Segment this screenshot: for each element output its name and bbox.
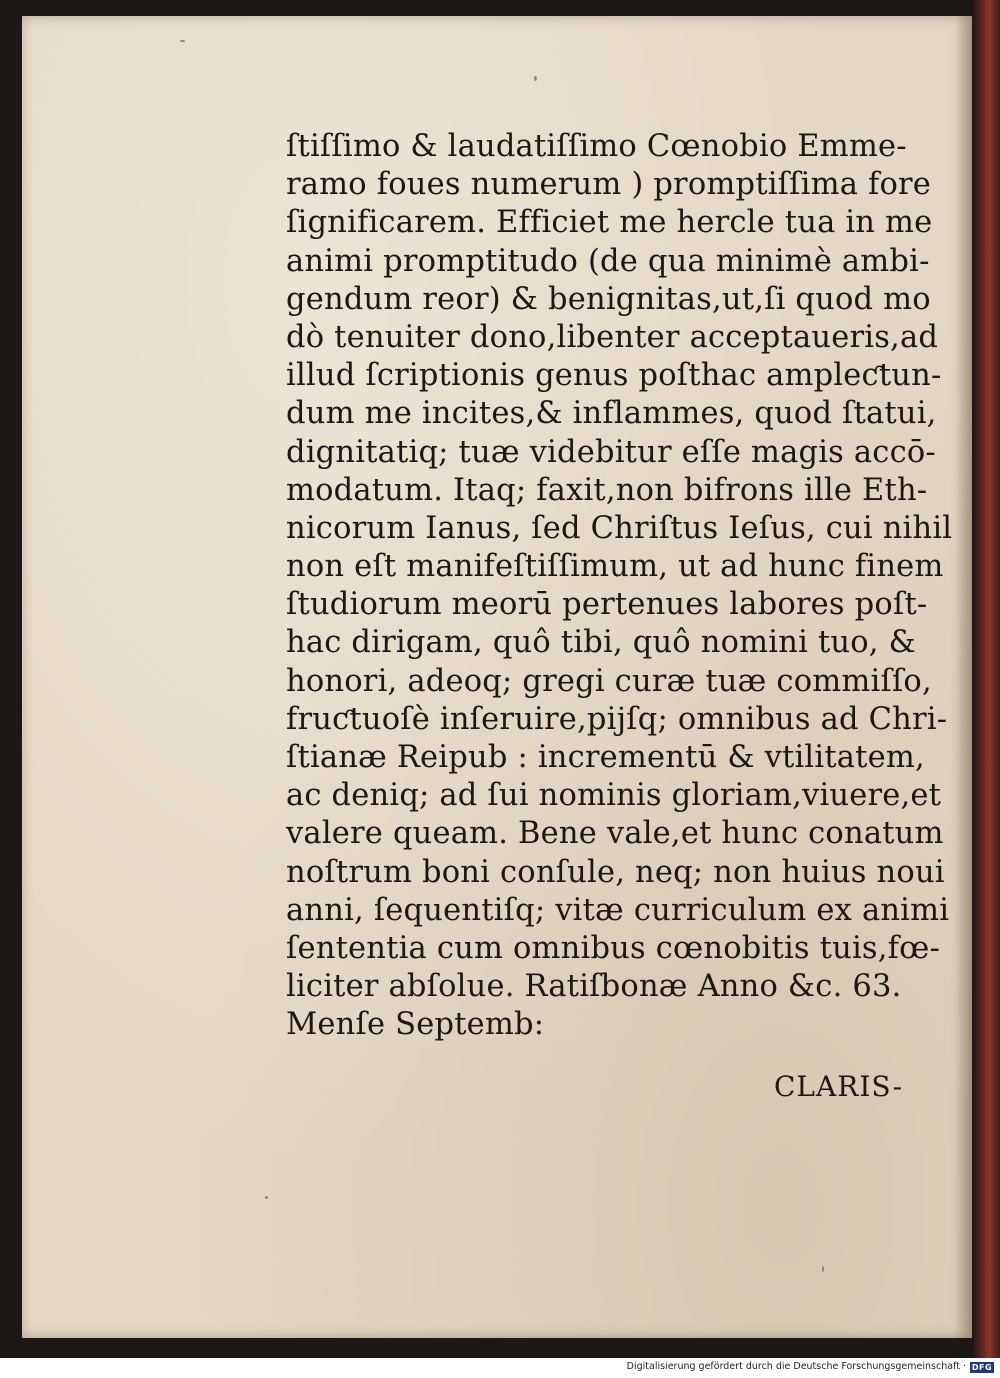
- text-line: anni, ſequentiſq; vitæ curriculum ex animi: [286, 892, 950, 928]
- text-line: nicorum Ianus, ſed Chriſtus Ieſus, cui nihil: [286, 510, 953, 546]
- text-line: ſignificarem. Efficiet me hercle tua in me: [286, 205, 933, 241]
- footer: [0, 1358, 1000, 1378]
- text-line: ſtudiorum meorū pertenues labores poſt-: [286, 587, 928, 623]
- paper-speck: [180, 40, 185, 42]
- text-line: gendum reor) & benignitas,ut,ſi quod mo: [286, 281, 931, 317]
- book-page: [22, 16, 972, 1338]
- text-line: fruƈtuoſè inſeruire,pijſq; omnibus ad Chri-: [286, 701, 948, 737]
- text-line: valere queam. Bene vale,et hunc conatum: [286, 816, 944, 852]
- paper-speck: [534, 76, 537, 81]
- text-line: ſententia cum omnibus cœnobitis tuis,fœ-: [286, 930, 940, 966]
- text-line: dum me incites,& inflammes, quod ſtatui,: [286, 396, 937, 432]
- text-line: non eſt manifeſtiſſimum, ut ad hunc finem: [286, 549, 944, 585]
- catchword: CLARIS-: [774, 1070, 904, 1103]
- body-text: [286, 128, 953, 1045]
- page-shadow: [954, 16, 972, 1338]
- dfg-logo-icon: DFG: [971, 1363, 993, 1372]
- text-line: ſtiſſimo & laudatiſſimo Cœnobio Emme-: [286, 129, 907, 164]
- paper-speck: [265, 1196, 268, 1199]
- text-line: noſtrum boni conſule, neq; non huius noui: [286, 854, 945, 890]
- text-line: honori, adeoq; gregi curæ tuæ commiſſo,: [286, 663, 932, 699]
- text-line: liciter abſolue. Ratiſbonæ Anno &c. 63.: [286, 969, 902, 1005]
- text-line: hac dirigam, quô tibi, quô nomini tuo, &: [286, 625, 916, 661]
- text-line: modatum. Itaq; faxit,non bifrons ille Eth-: [286, 472, 928, 508]
- footer-credit: Digitalisierung gefördert durch die Deutsche Forschungsgemeinschaft ·: [626, 1361, 966, 1372]
- text-line: ſtianæ Reipub : incrementū & vtilitatem,: [286, 740, 925, 775]
- text-line: ac deniq; ad ſui nominis gloriam,viuere,et: [286, 778, 942, 814]
- paper-speck: [822, 1266, 824, 1272]
- text-line: Menſe Septemb:: [286, 1007, 545, 1043]
- text-line: dignitatiq; tuæ videbitur eſſe magis accō-: [286, 434, 936, 470]
- text-line: ramo foues numerum ) promptiſſima fore: [286, 167, 932, 203]
- text-line: animi promptitudo (de qua minimè ambi-: [286, 243, 930, 279]
- book-edge: [974, 0, 1000, 1358]
- text-line: dò tenuiter dono,libenter acceptaueris,ad: [286, 319, 939, 355]
- text-line: illud ſcriptionis genus poſthac ampleƈtun-: [286, 358, 942, 394]
